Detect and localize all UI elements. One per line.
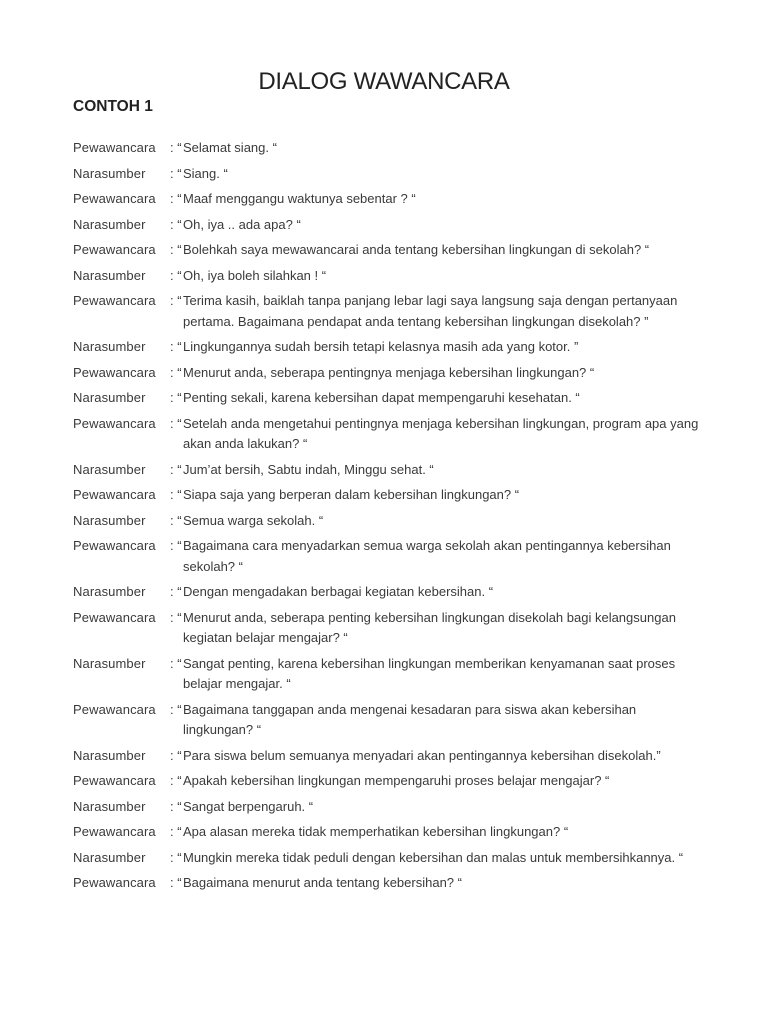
- speaker-separator: : “: [170, 461, 182, 477]
- dialog-line: [73, 700, 713, 741]
- dialog-line: [73, 240, 713, 261]
- speaker-label: Pewawancara: [73, 242, 156, 257]
- speaker-label: Narasumber: [73, 798, 146, 814]
- speaker-label: Pewawancara: [73, 191, 156, 206]
- speaker-label: Narasumber: [73, 165, 146, 181]
- speaker-label: Pewawancara: [73, 415, 156, 431]
- dialog-text: Siapa saja yang berperan dalam kebersihan lingkungan? “: [183, 487, 520, 502]
- dialog-text: Sangat penting, karena kebersihan lingkungan memberikan kenyamanan saat proses belajar mengajar. “: [183, 655, 676, 691]
- dialog-line: [73, 848, 713, 869]
- dialog-line: [73, 388, 713, 409]
- speaker-separator: : “: [170, 849, 182, 865]
- speaker-label: Narasumber: [73, 216, 146, 232]
- speaker-label: Pewawancara: [73, 487, 156, 502]
- speaker-label: Narasumber: [73, 461, 146, 477]
- dialog-line: [73, 138, 713, 159]
- dialog-line: [73, 536, 713, 577]
- speaker-label: Narasumber: [73, 390, 146, 405]
- dialog-line: [73, 189, 713, 210]
- speaker-label: Narasumber: [73, 512, 146, 528]
- speaker-separator: : “: [170, 415, 182, 431]
- dialog-text: Selamat siang. “: [183, 140, 277, 155]
- speaker-label: Narasumber: [73, 747, 146, 763]
- speaker-separator: : “: [170, 875, 182, 890]
- speaker-separator: : “: [170, 339, 182, 354]
- dialog-text: Menurut anda, seberapa penting kebersihan lingkungan disekolah bagi kelangsungan kegiatan belajar mengajar? “: [183, 609, 676, 645]
- speaker-separator: : “: [170, 512, 182, 528]
- dialog-text: Siang. “: [183, 165, 228, 181]
- speaker-separator: : “: [170, 584, 182, 599]
- dialog-text: Oh, iya boleh silahkan ! “: [183, 267, 327, 283]
- dialog-text: Terima kasih, baiklah tanpa panjang lebar lagi saya langsung saja dengan pertanyaan pertama. Bagaimana pendapat anda tentang kebersihan lingkungan disekolah? ”: [183, 293, 678, 329]
- dialog-line: [73, 164, 713, 185]
- dialog-text: Bagaimana cara menyadarkan semua warga sekolah akan pentingannya kebersihan sekolah? “: [183, 538, 671, 574]
- speaker-separator: : “: [170, 364, 182, 380]
- dialog-line: [73, 485, 713, 506]
- speaker-label: Pewawancara: [73, 364, 156, 380]
- dialog-line: [73, 797, 713, 818]
- speaker-label: Pewawancara: [73, 701, 156, 717]
- speaker-separator: : “: [170, 487, 182, 502]
- dialog-text: Dengan mengadakan berbagai kegiatan kebersihan. “: [183, 584, 494, 599]
- dialog-text: Para siswa belum semuanya menyadari akan pentingannya kebersihan disekolah.”: [183, 747, 661, 763]
- dialog-text: Oh, iya .. ada apa? “: [183, 216, 301, 232]
- dialog-line: [73, 291, 713, 332]
- dialog-text: Apa alasan mereka tidak memperhatikan kebersihan lingkungan? “: [183, 824, 569, 839]
- dialog-line: [73, 266, 713, 287]
- dialog-line: [73, 582, 713, 603]
- document-title: DIALOG WAWANCARA: [258, 68, 510, 95]
- dialog-text: Penting sekali, karena kebersihan dapat mempengaruhi kesehatan. “: [183, 390, 580, 405]
- dialog-line: [73, 337, 713, 358]
- speaker-separator: : “: [170, 655, 182, 671]
- speaker-separator: : “: [170, 242, 182, 257]
- section-heading: CONTOH 1: [73, 98, 153, 115]
- dialog-text: Maaf menggangu waktunya sebentar ? “: [183, 191, 416, 206]
- speaker-label: Narasumber: [73, 339, 146, 354]
- dialog-line: [73, 414, 713, 455]
- dialog-text: Bagaimana menurut anda tentang kebersihan? “: [183, 875, 462, 890]
- speaker-separator: : “: [170, 216, 182, 232]
- dialog-text: Mungkin mereka tidak peduli dengan kebersihan dan malas untuk membersihkannya. “: [183, 849, 684, 865]
- speaker-separator: : “: [170, 798, 182, 814]
- speaker-label: Pewawancara: [73, 538, 156, 553]
- dialog-text: Bagaimana tanggapan anda mengenai kesadaran para siswa akan kebersihan lingkungan? “: [183, 701, 637, 737]
- speaker-label: Pewawancara: [73, 293, 156, 308]
- speaker-separator: : “: [170, 191, 182, 206]
- speaker-label: Narasumber: [73, 267, 146, 283]
- speaker-separator: : “: [170, 267, 182, 283]
- dialog-text: Bolehkah saya mewawancarai anda tentang kebersihan lingkungan di sekolah? “: [183, 242, 650, 257]
- speaker-separator: : “: [170, 293, 182, 308]
- speaker-separator: : “: [170, 824, 182, 839]
- dialog-line: [73, 746, 713, 767]
- dialog-text: Jum’at bersih, Sabtu indah, Minggu sehat. “: [183, 461, 434, 477]
- speaker-separator: : “: [170, 609, 182, 625]
- speaker-separator: : “: [170, 747, 182, 763]
- dialog-text: Apakah kebersihan lingkungan mempengaruhi proses belajar mengajar? “: [183, 773, 610, 788]
- speaker-label: Pewawancara: [73, 773, 156, 788]
- dialog-text: Setelah anda mengetahui pentingnya menjaga kebersihan lingkungan, program apa yang akan anda lakukan? “: [183, 415, 699, 451]
- dialog-line: [73, 822, 713, 843]
- dialog-line: [73, 608, 713, 649]
- speaker-label: Pewawancara: [73, 875, 156, 890]
- dialog-line: [73, 215, 713, 236]
- dialog-line: [73, 654, 713, 695]
- speaker-label: Narasumber: [73, 655, 146, 671]
- speaker-separator: : “: [170, 140, 182, 155]
- speaker-separator: : “: [170, 390, 182, 405]
- dialog-text: Sangat berpengaruh. “: [183, 798, 314, 814]
- dialog-text: Semua warga sekolah. “: [183, 512, 324, 528]
- speaker-separator: : “: [170, 538, 182, 553]
- dialog-line: [73, 460, 713, 481]
- dialog-text: Lingkungannya sudah bersih tetapi kelasnya masih ada yang kotor. ”: [183, 339, 579, 354]
- dialog-line: [73, 363, 713, 384]
- dialog-list: [73, 138, 713, 899]
- speaker-label: Narasumber: [73, 584, 146, 599]
- speaker-label: Narasumber: [73, 849, 146, 865]
- dialog-text: Menurut anda, seberapa pentingnya menjaga kebersihan lingkungan? “: [183, 364, 595, 380]
- speaker-separator: : “: [170, 773, 182, 788]
- speaker-label: Pewawancara: [73, 609, 156, 625]
- speaker-label: Pewawancara: [73, 824, 156, 839]
- speaker-separator: : “: [170, 701, 182, 717]
- speaker-separator: : “: [170, 165, 182, 181]
- speaker-label: Pewawancara: [73, 140, 156, 155]
- dialog-line: [73, 771, 713, 792]
- dialog-line: [73, 873, 713, 894]
- dialog-line: [73, 511, 713, 532]
